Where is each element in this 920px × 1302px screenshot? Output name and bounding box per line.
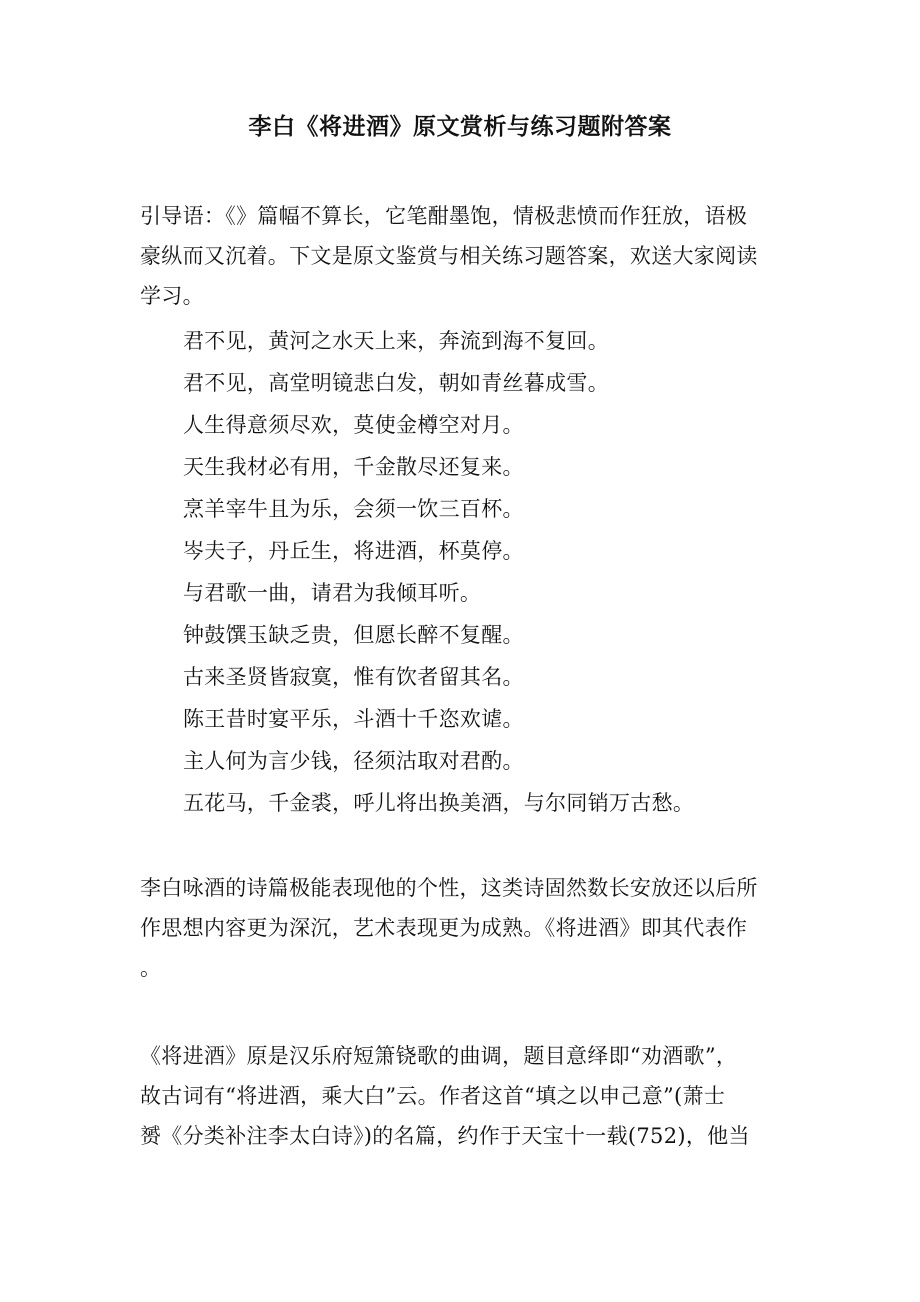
poem-line: 君不见，黄河之水天上来，奔流到海不复回。: [183, 329, 609, 353]
poem-text: [183, 320, 803, 824]
poem-line: 君不见，高堂明镜悲白发，朝如青丝暮成雪。: [183, 371, 609, 395]
poem-line: 烹羊宰牛且为乐，会须一饮三百杯。: [183, 497, 524, 521]
poem-line: 主人何为言少钱，径须沽取对君酌。: [183, 749, 524, 773]
poem-line: 钟鼓馔玉缺乏贵，但愿长醉不复醒。: [183, 623, 524, 647]
document-title: 李白《将进酒》原文赏析与练习题附答案: [248, 114, 672, 140]
poem-line: 岑夫子，丹丘生，将进酒，杯莫停。: [183, 539, 524, 563]
poem-line: 陈王昔时宴平乐，斗酒十千恣欢谑。: [183, 707, 524, 731]
poem-line: 天生我材必有用，千金散尽还复来。: [183, 455, 524, 479]
commentary-paragraph-2: 《将进酒》原是汉乐府短箫铙歌的曲调，题目意绎即“劝酒歌”， 故古词有“将进酒，乘大白”云。作者这首“填之以申己意”(萧士 赟《分类补注李太白诗》)的名篇，约作于天宝十一载(752)，他当: [140, 1044, 750, 1148]
intro-paragraph: 引导语：《》篇幅不算长，它笔酣墨饱，情极悲愤而作狂放，语极 豪纵而又沉着。下文是原文鉴赏与相关练习题答案，欢送大家阅读 学习。: [140, 204, 758, 308]
poem-line: 人生得意须尽欢，莫使金樽空对月。: [183, 413, 524, 437]
poem-line: 五花马，千金裘，呼儿将出换美酒，与尔同销万古愁。: [183, 791, 695, 815]
poem-line: 古来圣贤皆寂寞，惟有饮者留其名。: [183, 665, 524, 689]
commentary-paragraph-1: 李白咏酒的诗篇极能表现他的个性，这类诗固然数长安放还以后所 作思想内容更为深沉，艺术表现更为成熟。《将进酒》即其代表作 。: [140, 876, 758, 980]
poem-line: 与君歌一曲，请君为我倾耳听。: [183, 581, 482, 605]
